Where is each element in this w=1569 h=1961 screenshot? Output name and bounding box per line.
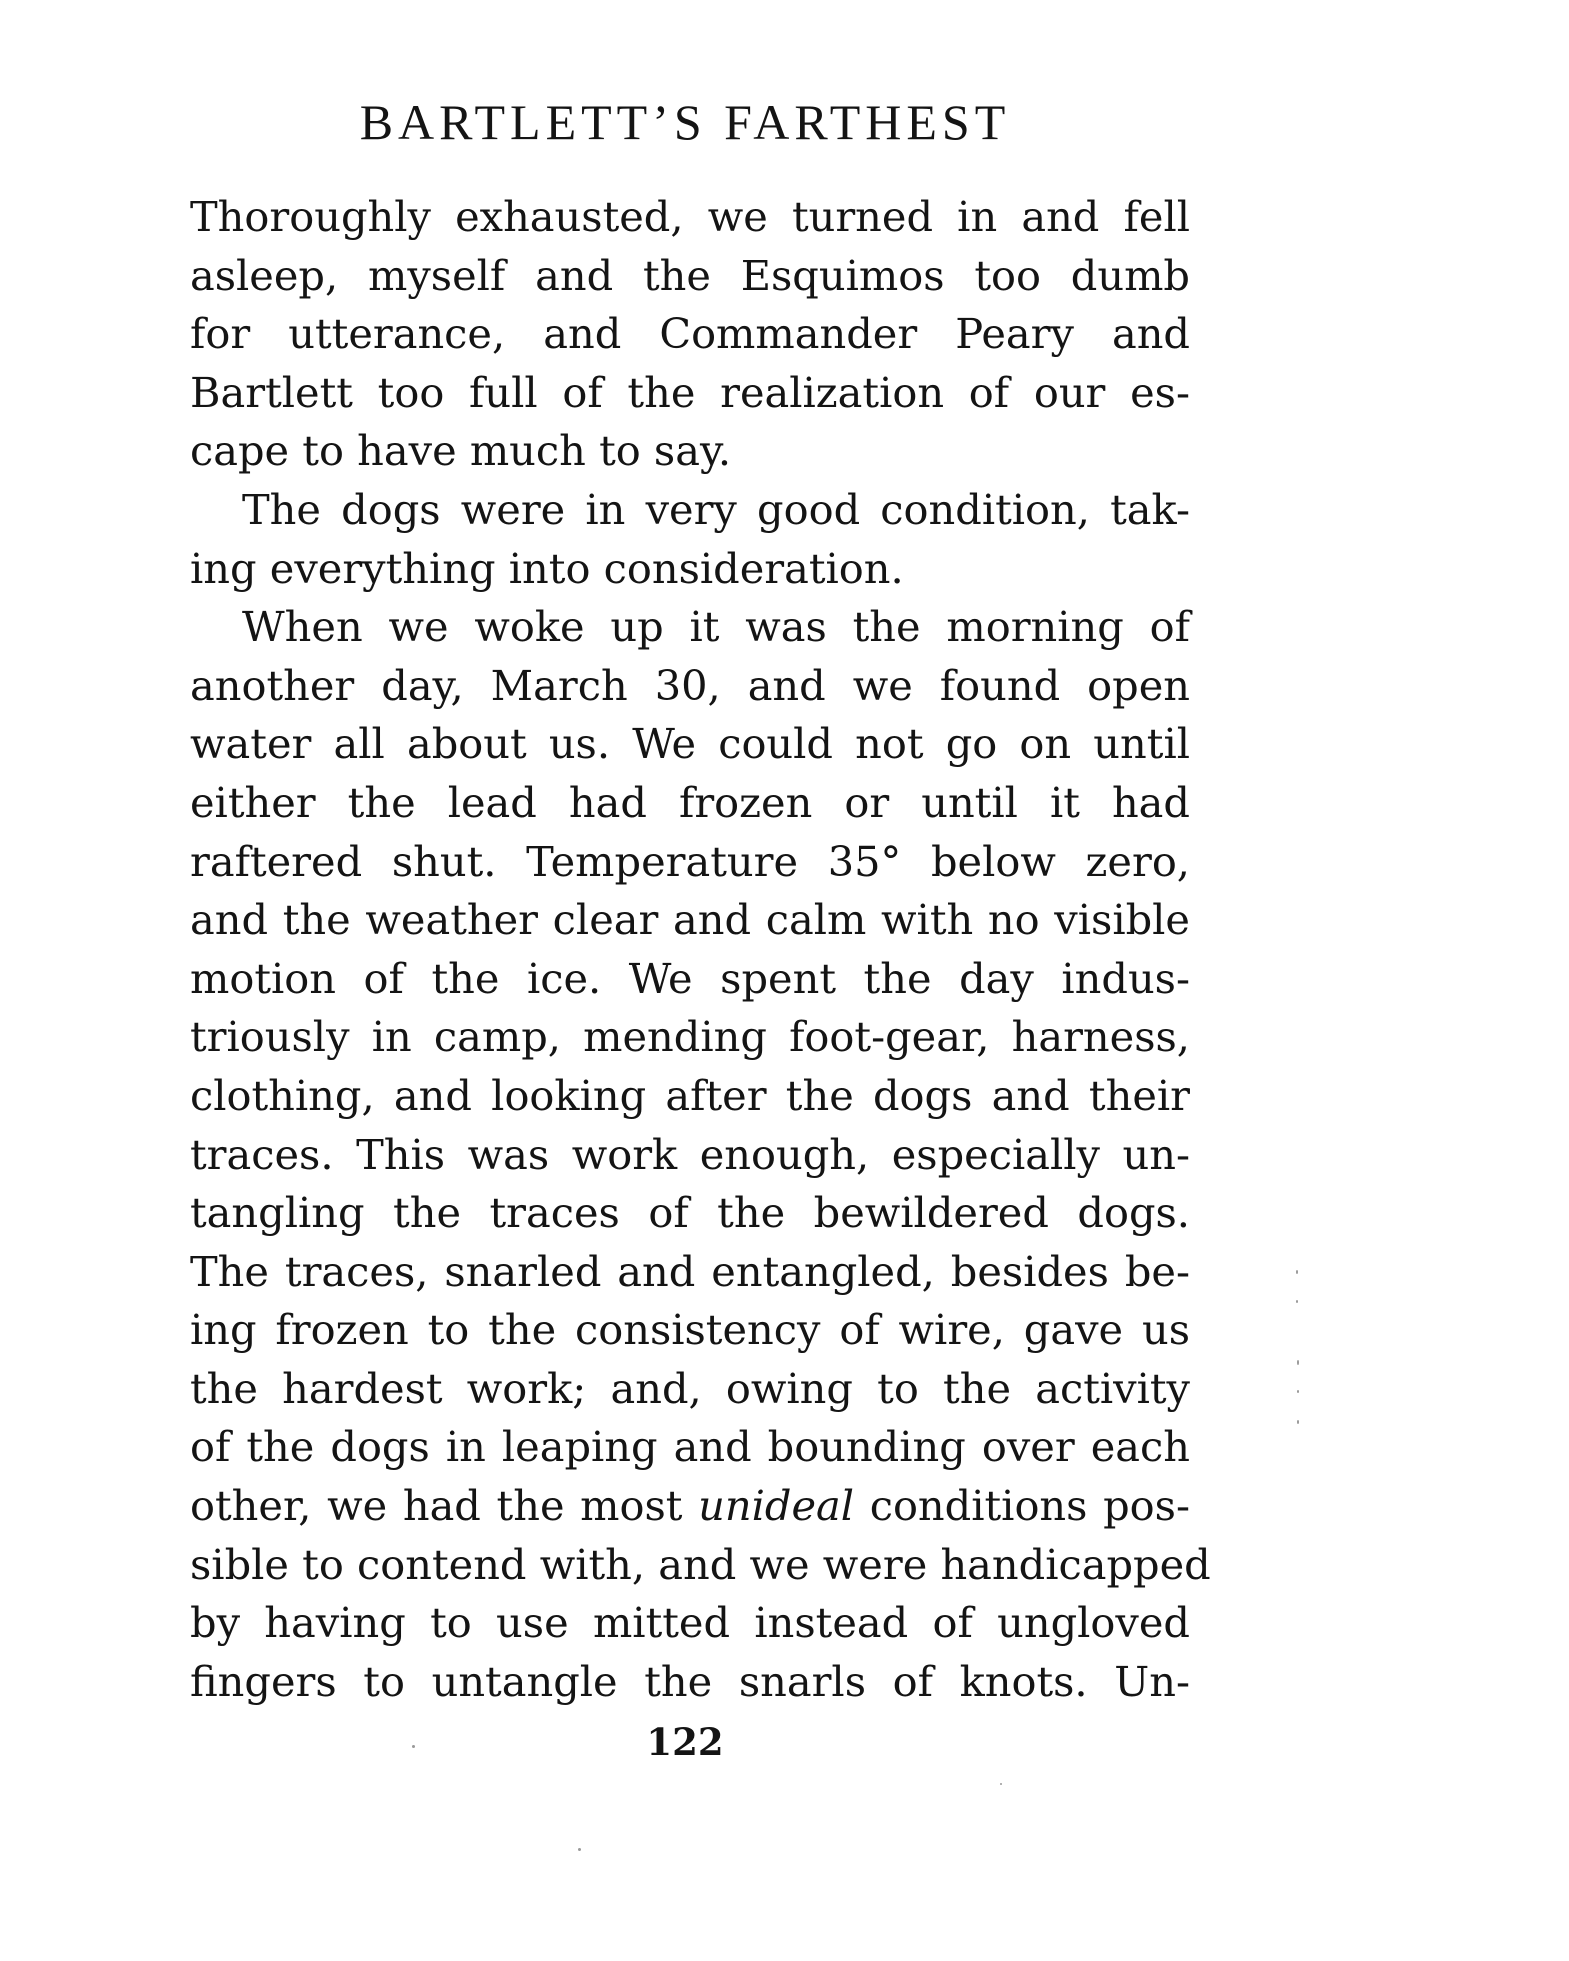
text-line: ing frozen to the consistency of wire, gave us xyxy=(190,1305,1190,1355)
text-line: clothing, and looking after the dogs and their xyxy=(190,1070,1190,1120)
text-line xyxy=(190,1477,1190,1536)
scan-speck xyxy=(1296,1300,1298,1303)
scan-speck xyxy=(1000,1783,1002,1785)
scan-speck xyxy=(1297,1360,1299,1365)
scan-speck xyxy=(1297,1390,1299,1393)
text-line: either the lead had frozen or until it had xyxy=(190,777,1190,827)
text-line: ing everything into consideration. xyxy=(190,543,904,593)
text-line: Thoroughly exhausted, we turned in and fell xyxy=(190,192,1190,241)
text-segment: other, we had the most xyxy=(190,1481,699,1531)
page-number: 122 xyxy=(646,1720,724,1764)
text-line: The dogs were in very good condition, tak- xyxy=(242,484,1190,534)
scan-speck xyxy=(1297,1420,1299,1424)
scan-speck xyxy=(578,1848,581,1851)
scan-speck xyxy=(1296,1270,1298,1274)
text-line: motion of the ice. We spent the day indus- xyxy=(190,953,1190,1003)
text-segment: conditions pos- xyxy=(854,1481,1190,1531)
text-line: fingers to untangle the snarls of knots. Un- xyxy=(190,1656,1190,1706)
body-text xyxy=(190,188,1211,1711)
text-line: The traces, snarled and entangled, besides be- xyxy=(190,1246,1190,1296)
text-line: traces. This was work enough, especially un- xyxy=(190,1129,1190,1179)
text-line: tangling the traces of the bewildered dogs. xyxy=(190,1188,1190,1238)
running-head: BARTLETT’S FARTHEST xyxy=(359,94,1011,150)
text-line: When we woke up it was the morning of xyxy=(242,602,1190,652)
text-line: asleep, myself and the Esquimos too dumb xyxy=(190,250,1190,300)
text-line: raftered shut. Temperature 35° below zero, xyxy=(190,836,1190,886)
italic-word: unideal xyxy=(698,1481,855,1531)
text-line: water all about us. We could not go on until xyxy=(190,719,1190,769)
text-line: triously in camp, mending foot-gear, harness, xyxy=(190,1012,1190,1062)
text-line: Bartlett too full of the realization of our es- xyxy=(190,367,1190,417)
text-line: cape to have much to say. xyxy=(190,426,732,476)
text-line: and the weather clear and calm with no visible xyxy=(190,895,1190,945)
text-line: of the dogs in leaping and bounding over each xyxy=(190,1422,1190,1472)
text-line: by having to use mitted instead of ungloved xyxy=(190,1598,1190,1648)
text-line: for utterance, and Commander Peary and xyxy=(190,309,1190,359)
text-line: sible to contend with, and we were handicapped xyxy=(190,1539,1211,1589)
text-line: another day, March 30, and we found open xyxy=(190,660,1190,710)
text-line: the hardest work; and, owing to the activity xyxy=(190,1363,1190,1413)
scan-speck xyxy=(412,1745,415,1748)
